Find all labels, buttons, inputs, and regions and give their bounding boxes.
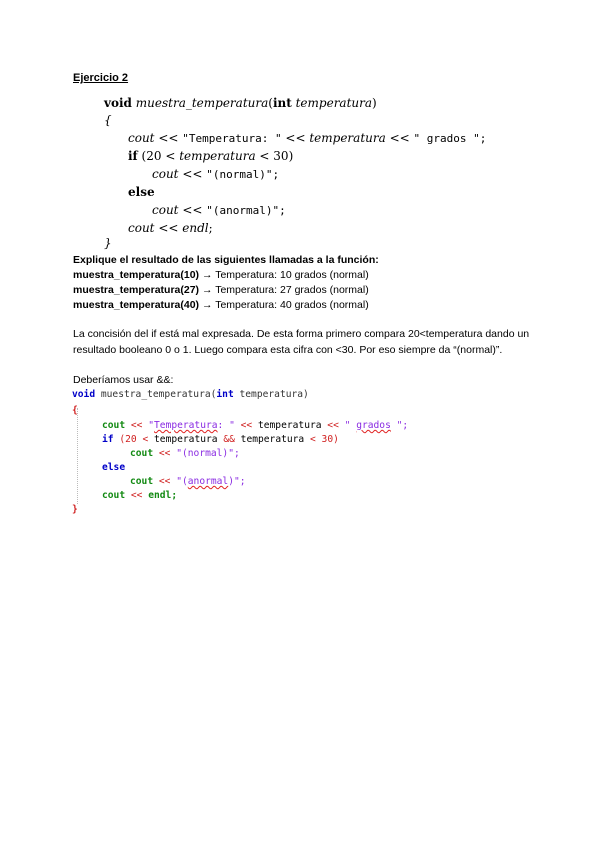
close-brace: }: [72, 504, 78, 515]
var: temperatura: [240, 434, 305, 445]
kw-cout: cout: [102, 420, 126, 431]
tex-op: <<: [178, 167, 207, 181]
tex-string: "(normal)";: [206, 168, 280, 181]
var: temperatura: [154, 434, 218, 445]
tex-cout: cout: [152, 203, 179, 217]
ide-line-3: [102, 420, 408, 431]
explanation-paragraph: La concisión del if está mal expresada. De esta forma primero compara 20<temperatura dando un resultado booleano 0 o 1. Luego compara esta cifra con <30. Por eso siempre da “(normal)”.: [73, 328, 530, 356]
str: : ": [217, 420, 235, 431]
str: ": [148, 420, 154, 431]
question-prompt: Explique el resultado de las siguientes llamadas a la función:: [73, 254, 379, 266]
tex-line-4: [128, 149, 293, 163]
str: "(normal)";: [176, 448, 240, 459]
ide-code-snippet: [72, 388, 492, 518]
tex-semi: ;: [208, 221, 213, 235]
str-spellcheck: Temperatura: [154, 420, 218, 431]
kw-if: if: [102, 434, 114, 445]
kw-cout: cout: [130, 476, 154, 487]
ide-line-4: [102, 434, 339, 445]
kw-void: void: [72, 389, 96, 400]
tex-else: else: [128, 185, 155, 199]
tex-line-6: [128, 185, 155, 199]
op: <<: [321, 420, 345, 431]
ide-line-6: [102, 462, 125, 473]
tex-paren: (: [268, 96, 273, 110]
op: ): [333, 434, 339, 445]
tex-var: temperatura: [309, 131, 386, 145]
call-result: → Temperatura: 10 grados (normal): [199, 269, 369, 281]
tex-if: if: [128, 149, 138, 163]
op: <<: [153, 476, 177, 487]
op: <: [304, 434, 322, 445]
tex-op: <<: [385, 131, 414, 145]
num: 30: [321, 434, 334, 445]
tex-code-block: [104, 94, 544, 250]
str-spellcheck: anormal: [187, 476, 229, 487]
op: (: [113, 434, 126, 445]
var: temperatura: [257, 420, 322, 431]
str: )";: [228, 476, 246, 487]
tex-op: <<: [281, 131, 310, 145]
tex-cout: cout: [128, 131, 155, 145]
str: ";: [390, 420, 409, 431]
tex-open-brace: {: [104, 113, 112, 127]
call-expression: muestra_temperatura(27): [73, 284, 200, 296]
op: <<: [153, 448, 177, 459]
tex-paren-close: ): [372, 96, 377, 110]
fix-intro: Deberíamos usar &&:: [73, 374, 174, 386]
tex-cond: (20 <: [137, 149, 180, 163]
tex-close-brace: }: [104, 236, 112, 250]
call-result: → Temperatura: 27 grados (normal): [199, 284, 369, 296]
ide-line-7: [130, 476, 246, 487]
tex-param: temperatura: [295, 96, 373, 110]
ide-line-8: [102, 490, 177, 501]
tex-cout: cout: [152, 167, 179, 181]
op: <: [136, 434, 155, 445]
ide-line-9: [72, 504, 78, 515]
op-and: &&: [217, 434, 241, 445]
tex-line-1: [104, 96, 377, 110]
call-expression: muestra_temperatura(10): [73, 269, 200, 281]
tex-cond-end: < 30): [255, 149, 294, 163]
exercise-title: Ejercicio 2: [73, 72, 129, 84]
ide-line-1: [72, 389, 309, 400]
ide-line-5: [130, 448, 240, 459]
open-brace: {: [72, 405, 78, 416]
tex-line-3: [128, 131, 486, 145]
fn-name: muestra_temperatura(: [95, 389, 217, 400]
tex-endl: endl: [182, 221, 209, 235]
str-spellcheck: grados: [356, 420, 391, 431]
tex-function-name: muestra_temperatura: [135, 96, 269, 110]
param: temperatura): [233, 389, 309, 400]
str: ": [344, 420, 357, 431]
tex-void: void: [104, 96, 132, 110]
tex-line-8: [128, 221, 213, 235]
tex-var: temperatura: [179, 149, 256, 163]
kw-endl: endl;: [148, 490, 178, 501]
tex-line-7: [152, 203, 286, 217]
tex-string: "(anormal)";: [206, 204, 286, 217]
indent-guide: [77, 408, 78, 504]
tex-string: "Temperatura: ": [182, 132, 282, 145]
call-line-1: [73, 269, 369, 281]
tex-cout: cout: [128, 221, 155, 235]
kw-else: else: [102, 462, 126, 473]
tex-string: " grados ";: [413, 132, 487, 145]
op: <<: [125, 490, 149, 501]
ide-line-2: [72, 405, 78, 416]
tex-op: <<: [154, 131, 183, 145]
kw-cout: cout: [102, 490, 126, 501]
tex-line-5: [152, 167, 279, 181]
call-line-2: [73, 284, 369, 296]
call-line-3: [73, 299, 369, 311]
kw-int: int: [216, 389, 234, 400]
call-expression: muestra_temperatura(40): [73, 299, 200, 311]
op: <<: [125, 420, 149, 431]
op: <<: [234, 420, 258, 431]
kw-cout: cout: [130, 448, 154, 459]
tex-int: int: [272, 96, 292, 110]
tex-op: <<: [154, 221, 183, 235]
call-result: → Temperatura: 40 grados (normal): [199, 299, 369, 311]
tex-op: <<: [178, 203, 207, 217]
num: 20: [125, 434, 137, 445]
str: "(: [176, 476, 188, 487]
